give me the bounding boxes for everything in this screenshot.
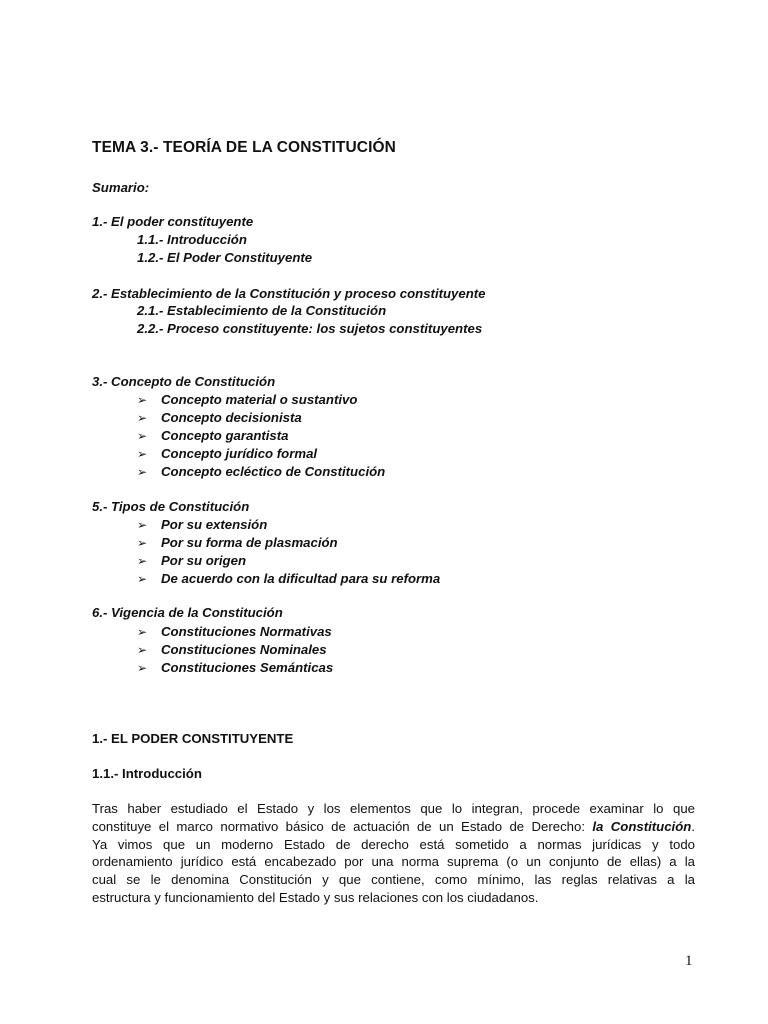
summary-item-2-2: 2.2.- Proceso constituyente: los sujetos constituyentes bbox=[137, 321, 483, 336]
summary-bullet: ➢ Concepto material o sustantivo bbox=[137, 392, 358, 407]
paragraph-line: constituye el marco normativo básico de actuación de un Estado de Derecho: la Constitución. bbox=[92, 818, 695, 834]
summary-bullet: ➢ Constituciones Semánticas bbox=[137, 660, 334, 675]
summary-section-6: 6.- Vigencia de la Constitución bbox=[92, 605, 283, 620]
arrow-bullet-icon: ➢ bbox=[137, 393, 148, 407]
body-subheading: 1.1.- Introducción bbox=[92, 766, 202, 781]
paragraph-line: Tras haber estudiado el Estado y los elementos que lo integran, procede examinar lo que bbox=[92, 801, 695, 816]
body-paragraph bbox=[92, 800, 695, 907]
summary-bullet: ➢ Constituciones Nominales bbox=[137, 642, 327, 657]
summary-bullet: ➢ Concepto decisionista bbox=[137, 410, 302, 425]
arrow-bullet-icon: ➢ bbox=[137, 465, 148, 479]
arrow-bullet-icon: ➢ bbox=[137, 536, 148, 550]
arrow-bullet-icon: ➢ bbox=[137, 625, 148, 639]
arrow-bullet-icon: ➢ bbox=[137, 554, 148, 568]
summary-section-5: 5.- Tipos de Constitución bbox=[92, 499, 250, 514]
arrow-bullet-icon: ➢ bbox=[137, 518, 148, 532]
body-heading: 1.- EL PODER CONSTITUYENTE bbox=[92, 731, 294, 746]
summary-item-1-2: 1.2.- El Poder Constituyente bbox=[137, 250, 313, 265]
summary-bullet: ➢ Concepto jurídico formal bbox=[137, 446, 318, 461]
arrow-bullet-icon: ➢ bbox=[137, 643, 148, 657]
summary-bullet: ➢ Por su forma de plasmación bbox=[137, 535, 338, 550]
paragraph-line: cual se le denomina Constitución y que contiene, como mínimo, las reglas relativas a la bbox=[92, 872, 695, 888]
summary-bullet: ➢ Concepto ecléctico de Constitución bbox=[137, 464, 386, 479]
summary-item-1-1: 1.1.- Introducción bbox=[137, 232, 247, 247]
document-title: TEMA 3.- TEORÍA DE LA CONSTITUCIÓN bbox=[92, 139, 396, 156]
summary-section-1: 1.- El poder constituyente bbox=[92, 214, 254, 229]
page-number: 1 bbox=[685, 953, 693, 969]
summary-bullet: ➢ Por su extensión bbox=[137, 517, 268, 532]
summary-bullet: ➢ Constituciones Normativas bbox=[137, 624, 332, 639]
summary-bullet: ➢ De acuerdo con la dificultad para su reforma bbox=[137, 571, 441, 586]
summary-bullet: ➢ Concepto garantista bbox=[137, 428, 289, 443]
summary-item-2-1: 2.1.- Establecimiento de la Constitución bbox=[137, 303, 387, 318]
summary-section-2: 2.- Establecimiento de la Constitución y proceso constituyente bbox=[92, 286, 486, 301]
emphasis-text: la Constitución bbox=[592, 818, 692, 834]
paragraph-line: ordenamiento jurídico está encabezado por una norma suprema (o un conjunto de ellas) a la bbox=[92, 854, 695, 870]
arrow-bullet-icon: ➢ bbox=[137, 447, 148, 461]
summary-label: Sumario: bbox=[92, 180, 150, 195]
summary-section-3: 3.- Concepto de Constitución bbox=[92, 374, 276, 389]
arrow-bullet-icon: ➢ bbox=[137, 572, 148, 586]
paragraph-line: Ya vimos que un moderno Estado de derecho está sometido a normas jurídicas y todo bbox=[92, 836, 695, 852]
arrow-bullet-icon: ➢ bbox=[137, 411, 148, 425]
summary-bullet: ➢ Por su origen bbox=[137, 553, 246, 568]
arrow-bullet-icon: ➢ bbox=[137, 429, 148, 443]
paragraph-line: estructura y funcionamiento del Estado y sus relaciones con los ciudadanos. bbox=[92, 889, 539, 905]
arrow-bullet-icon: ➢ bbox=[137, 661, 148, 675]
